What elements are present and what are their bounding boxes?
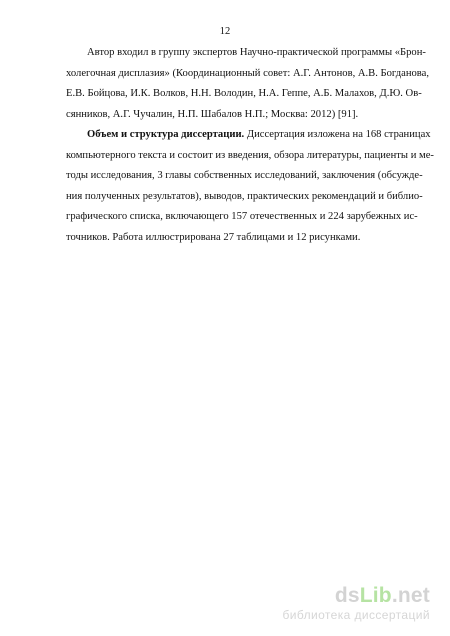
logo-dot: .: [391, 584, 398, 607]
logo-ds: ds: [334, 584, 360, 607]
text-line: холегочная дисплазия» (Координационный совет: А.Г. Антонов, А.В. Богданова,: [66, 67, 429, 79]
text-line: ния полученных результатов), выводов, практических рекомендаций и библио-: [66, 190, 423, 202]
text-line: тоды исследования, 3 главы собственных исследований, заключения (обсужде-: [66, 170, 423, 181]
text-line: Автор входил в группу экспертов Научно-практической программы «Брон-: [87, 47, 426, 58]
paragraph-heading: Объем и структура диссертации.: [87, 129, 245, 140]
text-fragment: Диссертация изложена на 168 страницах: [246, 129, 431, 140]
watermark-subtitle: библиотека диссертаций: [282, 608, 430, 622]
text-line: Е.В. Бойцова, И.К. Волков, Н.Н. Володин, Н.А. Геппе, А.Б. Малахов, Д.Ю. Ов-: [66, 88, 422, 99]
text-line: [66, 125, 431, 146]
dslib-logo: [283, 585, 431, 607]
logo-lib: Lib: [359, 584, 392, 607]
page-number: 12: [219, 26, 231, 37]
paragraph-structure: [66, 125, 434, 248]
paragraph-experts: [66, 43, 429, 125]
text-line: сянников, А.Г. Чучалин, Н.П. Шабалов Н.П.; Москва: 2012) [91].: [66, 108, 359, 120]
text-line: компьютерного текста и состоит из введения, обзора литературы, пациенты и ме-: [66, 149, 434, 161]
logo-net: net: [397, 584, 430, 607]
dslib-watermark: [283, 585, 431, 622]
text-line: точников. Работа иллюстрирована 27 таблицами и 12 рисунками.: [66, 231, 361, 243]
text-line: графического списка, включающего 157 отечественных и 224 зарубежных ис-: [66, 211, 418, 222]
